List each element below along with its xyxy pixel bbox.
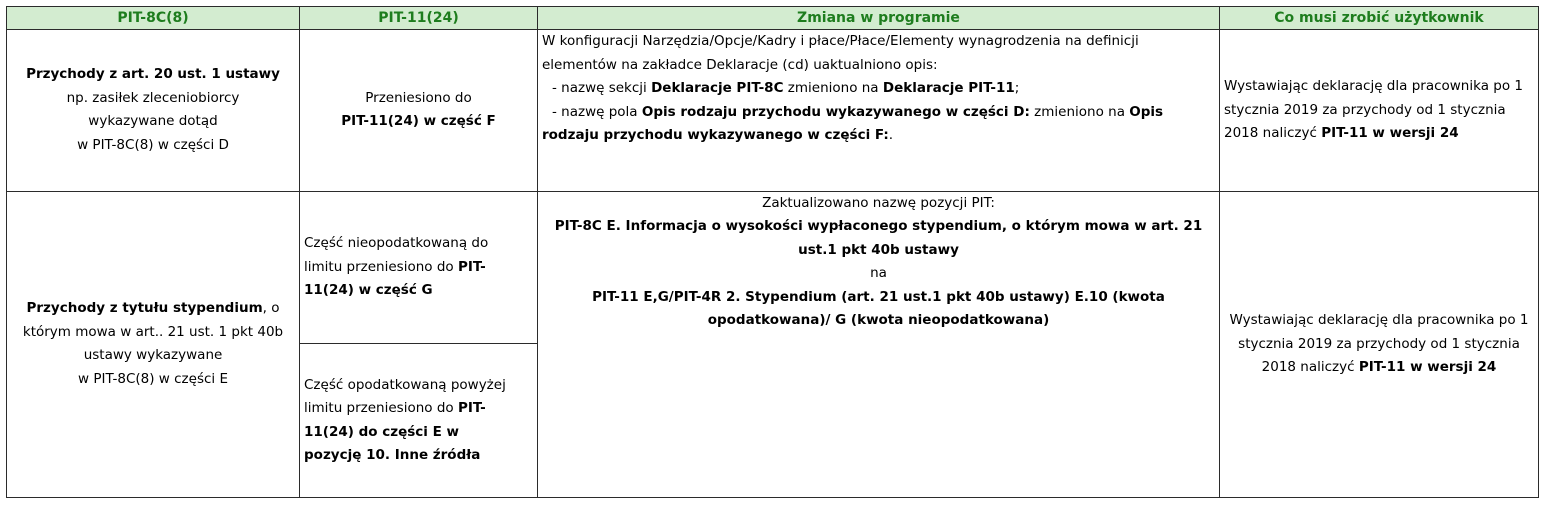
row1-pit11-cell bbox=[300, 30, 538, 192]
row1-pit8c-cell bbox=[7, 30, 300, 192]
row1-change-intro: W konfiguracji Narzędzia/Opcje/Kadry i płace/Płace/Elementy wynagrodzenia na definicji elementów na zakładce Deklaracje (cd) uaktualniono opis: bbox=[542, 33, 1139, 73]
changes-table bbox=[6, 6, 1539, 498]
row1-b2-pre: - nazwę pola bbox=[552, 103, 642, 120]
row1-change-cell bbox=[538, 30, 1220, 192]
row1-b2-post: . bbox=[888, 127, 894, 144]
row2-change-na: na bbox=[870, 265, 887, 282]
row2-pit8c-rest: , o którym mowa w art.. 21 ust. 1 pkt 40b ustawy wykazywane bbox=[22, 300, 284, 364]
row2-pit8c-cell bbox=[7, 191, 300, 497]
row2-action-bold: PIT-11 w wersji 24 bbox=[1358, 359, 1497, 376]
row2b-pit11-cell bbox=[300, 344, 538, 498]
row1-b1-bold2: Deklaracje PIT-11 bbox=[882, 80, 1015, 97]
row2a-pit11-cell bbox=[300, 191, 538, 344]
table-row bbox=[7, 191, 1539, 344]
row1-change-bullet1 bbox=[542, 80, 1019, 96]
header-pit8c: PIT-8C(8) bbox=[7, 7, 300, 30]
row1-pit8c-line3: wykazywane dotąd bbox=[88, 113, 218, 130]
row1-pit8c-line4: w PIT-8C(8) w części D bbox=[77, 136, 229, 153]
row1-action-text: Wystawiając deklarację dla pracownika po 1 stycznia 2019 za przychody od 1 stycznia 2018 naliczyć bbox=[1224, 78, 1523, 142]
row2-change-bold2: PIT-11 E,G/PIT-4R 2. Stypendium (art. 21 ust.1 pkt 40b ustawy) E.10 (kwota opodatkowana)/ G (kwota nieopodatkowana) bbox=[592, 288, 1165, 329]
row1-b2-bold2: Opis rodzaju przychodu wykazywanego w części F: bbox=[542, 103, 1164, 144]
row1-change-bullet2 bbox=[542, 104, 1163, 144]
row1-pit11-bold: PIT-11(24) w część F bbox=[341, 113, 496, 130]
header-program-change: Zmiana w programie bbox=[538, 7, 1220, 30]
header-user-action: Co musi zrobić użytkownik bbox=[1220, 7, 1539, 30]
row1-b1-post: ; bbox=[1014, 80, 1020, 97]
row2a-pit11-text: Część nieopodatkowaną do limitu przeniesiono do bbox=[304, 235, 489, 275]
header-row bbox=[7, 7, 1539, 30]
row1-pit8c-bold: Przychody z art. 20 ust. 1 ustawy bbox=[26, 66, 280, 83]
row2-action-text: Wystawiając deklarację dla pracownika po 1 stycznia 2019 za przychody od 1 stycznia 2018 naliczyć bbox=[1229, 312, 1529, 376]
row1-action-bold: PIT-11 w wersji 24 bbox=[1321, 125, 1459, 142]
row2-change-cell bbox=[538, 191, 1220, 497]
row2-action-cell bbox=[1220, 191, 1539, 497]
row1-b1-bold1: Deklaracje PIT-8C bbox=[651, 80, 784, 97]
row2a-pit11-bold: PIT-11(24) w część G bbox=[304, 258, 486, 299]
header-pit11: PIT-11(24) bbox=[300, 7, 538, 30]
row1-b2-mid: zmieniono na bbox=[1029, 103, 1130, 120]
row2-pit8c-last: w PIT-8C(8) w części E bbox=[78, 370, 228, 387]
row1-pit11-line1: Przeniesiono do bbox=[365, 89, 472, 106]
row2-change-line1: Zaktualizowano nazwę pozycji PIT: bbox=[762, 194, 995, 211]
row2b-pit11-text: Część opodatkowaną powyżej limitu przeniesiono do bbox=[304, 376, 506, 417]
row2-change-bold1: PIT-8C E. Informacja o wysokości wypłaconego stypendium, o którym mowa w art. 21 ust.1 pkt 40b ustawy bbox=[554, 218, 1203, 258]
row1-b1-mid: zmieniono na bbox=[783, 80, 883, 97]
table-row bbox=[7, 30, 1539, 192]
row1-b2-bold1: Opis rodzaju przychodu wykazywanego w części D: bbox=[641, 103, 1030, 120]
row1-action-cell bbox=[1220, 30, 1539, 192]
row2-pit8c-bold: Przychody z tytułu stypendium bbox=[26, 300, 263, 317]
row1-b1-pre: - nazwę sekcji bbox=[552, 80, 652, 97]
row1-pit8c-line2: np. zasiłek zleceniobiorcy bbox=[66, 89, 240, 106]
row2b-pit11-bold: PIT-11(24) do części E w pozycję 10. Inne źródła bbox=[304, 400, 486, 464]
